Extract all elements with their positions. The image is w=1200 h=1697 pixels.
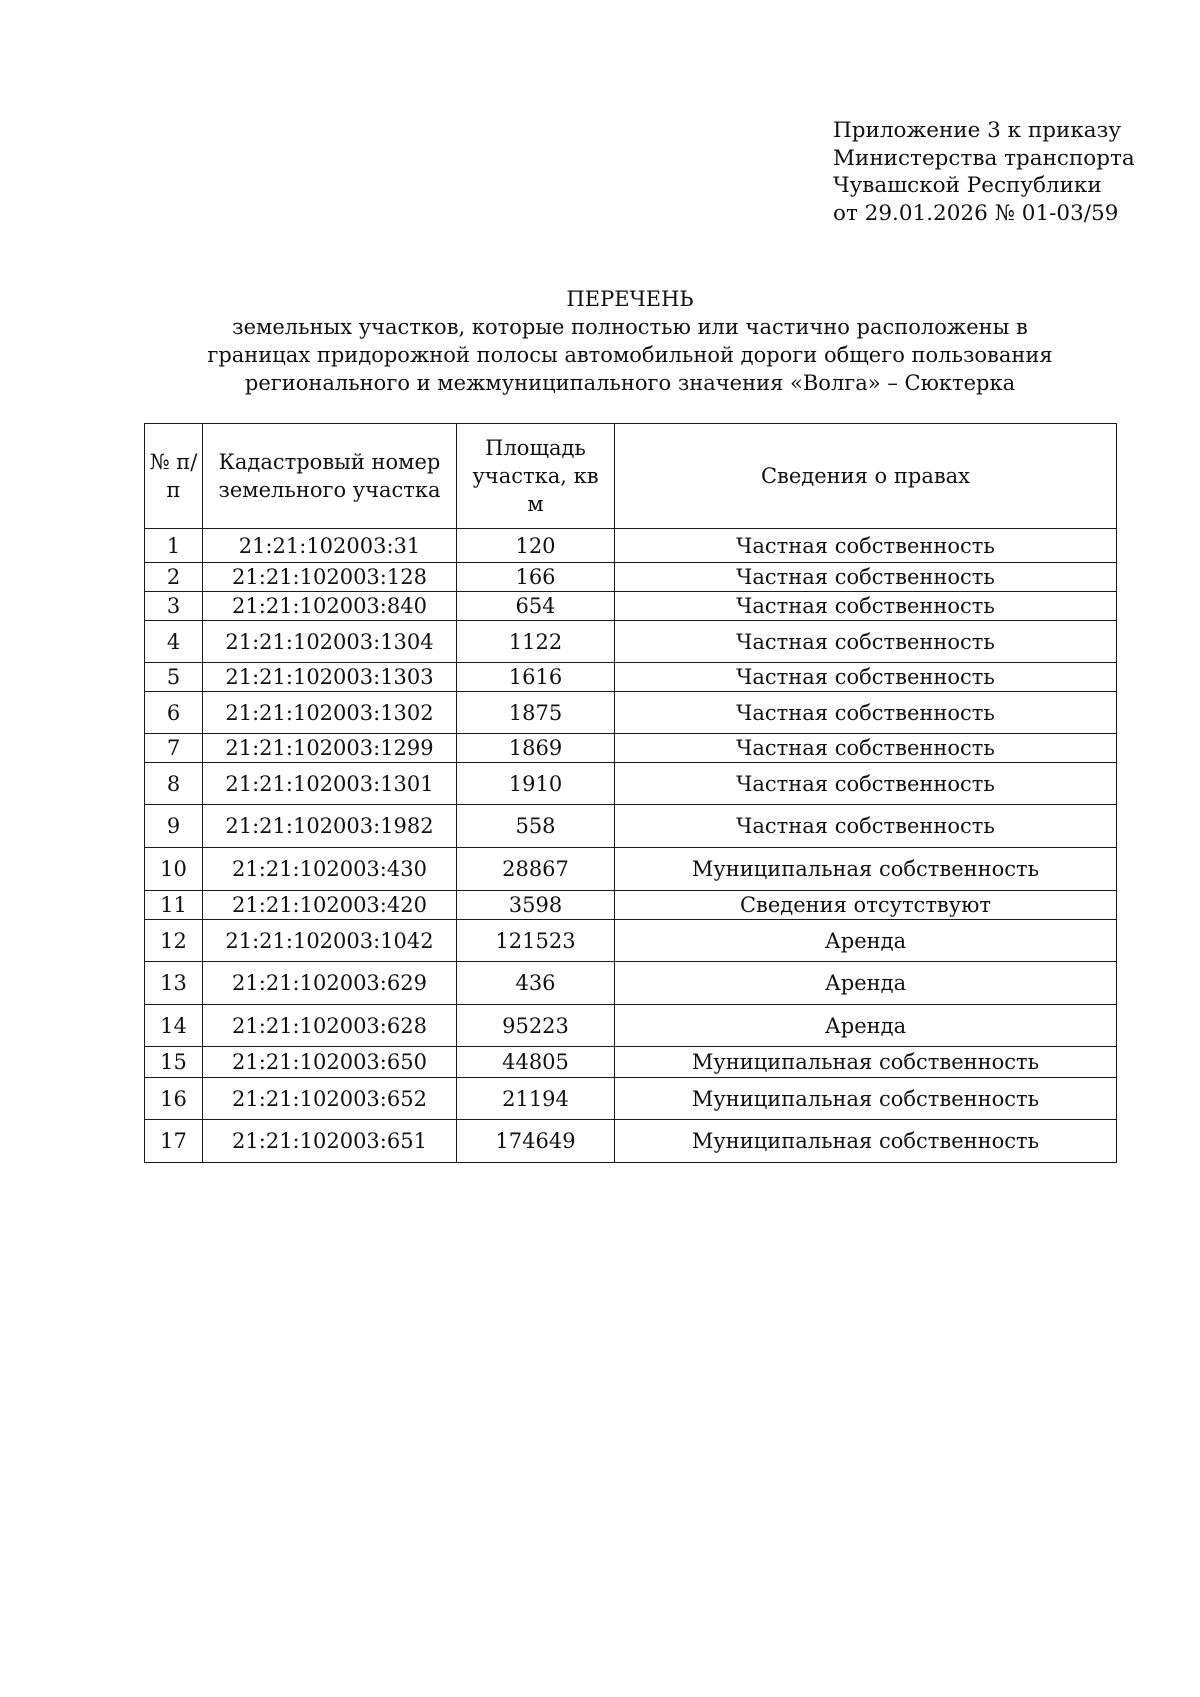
cell-num: 10 [145, 848, 203, 891]
cell-num: 16 [145, 1078, 203, 1120]
table-row [145, 891, 1117, 920]
cell-rights: Муниципальная собственность [615, 1047, 1117, 1078]
table-row [145, 592, 1117, 621]
cell-cadastral: 21:21:102003:1303 [203, 663, 457, 692]
cell-num: 13 [145, 962, 203, 1005]
cell-rights: Муниципальная собственность [615, 1078, 1117, 1120]
cell-rights: Сведения отсутствуют [615, 891, 1117, 920]
table-row [145, 920, 1117, 962]
header-rights: Сведения о правах [615, 424, 1117, 529]
table-row [145, 805, 1117, 848]
cell-area: 44805 [457, 1047, 615, 1078]
cell-num: 7 [145, 734, 203, 763]
cell-area: 3598 [457, 891, 615, 920]
land-plots-table [144, 423, 1117, 1163]
cell-rights: Частная собственность [615, 663, 1117, 692]
cell-num: 12 [145, 920, 203, 962]
cell-cadastral: 21:21:102003:840 [203, 592, 457, 621]
table-row [145, 663, 1117, 692]
cell-num: 5 [145, 663, 203, 692]
cell-area: 120 [457, 529, 615, 563]
cell-area: 174649 [457, 1120, 615, 1163]
cell-num: 2 [145, 563, 203, 592]
cell-cadastral: 21:21:102003:1304 [203, 621, 457, 663]
cell-area: 95223 [457, 1005, 615, 1047]
cell-cadastral: 21:21:102003:650 [203, 1047, 457, 1078]
cell-cadastral: 21:21:102003:1302 [203, 692, 457, 734]
cell-rights: Частная собственность [615, 805, 1117, 848]
cell-num: 15 [145, 1047, 203, 1078]
cell-num: 1 [145, 529, 203, 563]
cell-rights: Частная собственность [615, 734, 1117, 763]
cell-rights: Аренда [615, 1005, 1117, 1047]
header-cadastral: Кадастровый номер земельного участка [203, 424, 457, 529]
table-row [145, 1120, 1117, 1163]
cell-area: 1122 [457, 621, 615, 663]
cell-cadastral: 21:21:102003:652 [203, 1078, 457, 1120]
cell-cadastral: 21:21:102003:651 [203, 1120, 457, 1163]
cell-num: 17 [145, 1120, 203, 1163]
cell-num: 9 [145, 805, 203, 848]
cell-rights: Аренда [615, 920, 1117, 962]
cell-cadastral: 21:21:102003:628 [203, 1005, 457, 1047]
cell-area: 1869 [457, 734, 615, 763]
cell-cadastral: 21:21:102003:1982 [203, 805, 457, 848]
cell-cadastral: 21:21:102003:420 [203, 891, 457, 920]
document-heading [145, 285, 1115, 397]
appendix-line: Приложение 3 к приказу [833, 118, 1122, 143]
appendix-date-line: от 29.01.2026 № 01-03/59 [833, 200, 1119, 226]
table-row [145, 1047, 1117, 1078]
appendix-block [833, 117, 1135, 227]
cell-cadastral: 21:21:102003:1299 [203, 734, 457, 763]
cell-rights: Частная собственность [615, 529, 1117, 563]
cell-rights: Частная собственность [615, 621, 1117, 663]
cell-rights: Частная собственность [615, 692, 1117, 734]
cell-area: 654 [457, 592, 615, 621]
table-row [145, 529, 1117, 563]
header-area: Площадь участка, кв м [457, 424, 615, 529]
cell-area: 558 [457, 805, 615, 848]
cell-cadastral: 21:21:102003:1301 [203, 763, 457, 805]
header-num: № п/п [145, 424, 203, 529]
cell-area: 28867 [457, 848, 615, 891]
table-row [145, 962, 1117, 1005]
cell-num: 4 [145, 621, 203, 663]
cell-area: 1616 [457, 663, 615, 692]
table-row [145, 1005, 1117, 1047]
table-header-row [145, 424, 1117, 529]
cell-rights: Муниципальная собственность [615, 848, 1117, 891]
cell-area: 121523 [457, 920, 615, 962]
table-row [145, 621, 1117, 663]
appendix-line: Чувашской Республики [833, 173, 1102, 198]
table-row [145, 1078, 1117, 1120]
table-row [145, 692, 1117, 734]
document-title: ПЕРЕЧЕНЬ [566, 287, 694, 311]
cell-num: 6 [145, 692, 203, 734]
cell-area: 1910 [457, 763, 615, 805]
cell-cadastral: 21:21:102003:430 [203, 848, 457, 891]
cell-area: 1875 [457, 692, 615, 734]
cell-area: 436 [457, 962, 615, 1005]
cell-area: 166 [457, 563, 615, 592]
document-subtitle-line: земельных участков, которые полностью или частично расположены в [232, 315, 1028, 339]
cell-cadastral: 21:21:102003:1042 [203, 920, 457, 962]
cell-num: 8 [145, 763, 203, 805]
cell-rights: Частная собственность [615, 592, 1117, 621]
cell-rights: Частная собственность [615, 563, 1117, 592]
appendix-line: Министерства транспорта [833, 145, 1135, 171]
cell-num: 14 [145, 1005, 203, 1047]
cell-cadastral: 21:21:102003:31 [203, 529, 457, 563]
cell-rights: Аренда [615, 962, 1117, 1005]
document-subtitle-line: регионального и межмуниципального значения «Волга» – Сюктерка [244, 371, 1016, 395]
cell-num: 3 [145, 592, 203, 621]
table-row [145, 848, 1117, 891]
cell-num: 11 [145, 891, 203, 920]
table-row [145, 734, 1117, 763]
cell-cadastral: 21:21:102003:629 [203, 962, 457, 1005]
cell-area: 21194 [457, 1078, 615, 1120]
table-row [145, 563, 1117, 592]
cell-rights: Частная собственность [615, 763, 1117, 805]
cell-cadastral: 21:21:102003:128 [203, 563, 457, 592]
cell-rights: Муниципальная собственность [615, 1120, 1117, 1163]
table-row [145, 763, 1117, 805]
document-subtitle-line: границах придорожной полосы автомобильной дороги общего пользования [207, 343, 1053, 367]
